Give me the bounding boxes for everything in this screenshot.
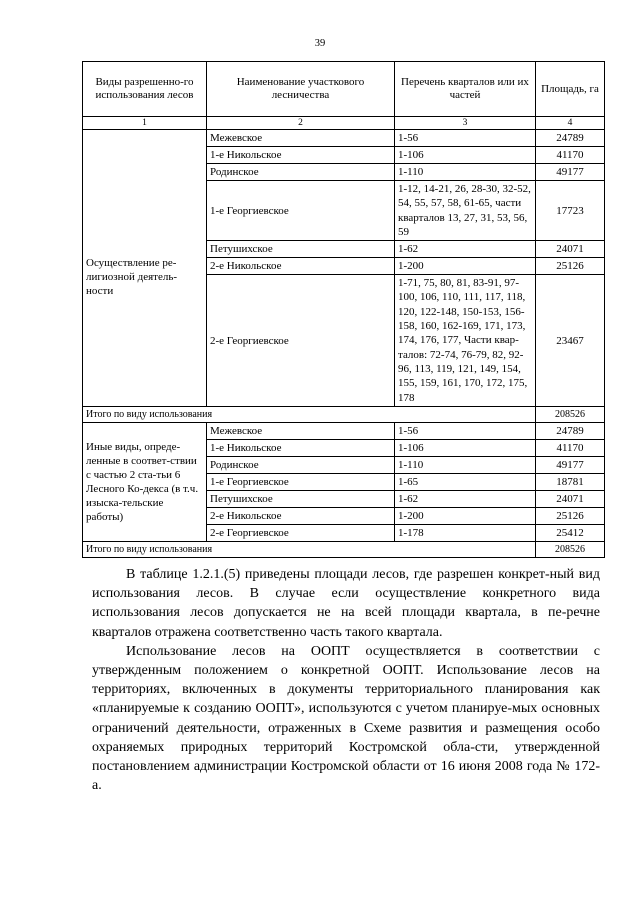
- body-text: [92, 565, 600, 795]
- quarters-cell: 1-106: [395, 439, 536, 456]
- area-cell: 49177: [536, 456, 605, 473]
- quarters-cell: 1-178: [395, 524, 536, 541]
- forestry-cell: 1-е Георгиевское: [207, 181, 395, 241]
- area-cell: 24071: [536, 490, 605, 507]
- total-label: Итого по виду использования: [83, 541, 536, 557]
- area-cell: 41170: [536, 439, 605, 456]
- forestry-cell: 2-е Никольское: [207, 258, 395, 275]
- forestry-cell: Межевское: [207, 422, 395, 439]
- table-row: [83, 422, 605, 439]
- use-type-cell: Осуществление ре-лигиозной деятель-ности: [83, 130, 207, 407]
- quarters-cell: 1-110: [395, 164, 536, 181]
- quarters-cell: 1-200: [395, 258, 536, 275]
- quarters-cell: 1-110: [395, 456, 536, 473]
- area-cell: 49177: [536, 164, 605, 181]
- area-cell: 25126: [536, 507, 605, 524]
- forestry-cell: 2-е Георгиевское: [207, 524, 395, 541]
- forest-use-table: [82, 61, 605, 558]
- forestry-cell: Родинское: [207, 164, 395, 181]
- forestry-cell: Межевское: [207, 130, 395, 147]
- area-cell: 24071: [536, 241, 605, 258]
- page-number: 39: [314, 38, 326, 49]
- forestry-cell: Родинское: [207, 456, 395, 473]
- quarters-cell: 1-200: [395, 507, 536, 524]
- forestry-cell: 1-е Георгиевское: [207, 473, 395, 490]
- total-row: [83, 541, 605, 557]
- forestry-cell: 1-е Никольское: [207, 147, 395, 164]
- index-cell: 1: [83, 117, 207, 130]
- quarters-cell: 1-62: [395, 241, 536, 258]
- forestry-cell: 1-е Никольское: [207, 439, 395, 456]
- index-cell: 3: [395, 117, 536, 130]
- quarters-cell: 1-71, 75, 80, 81, 83-91, 97-100, 106, 110, 111, 117, 118, 120, 122-148, 150-153, 156-158, 160, 162-169, 171, 173, 174, 176, 177, Части квар-талов: 72-74, 76-79, 82, 92-96, 113, 119, 121, 149, 154, 155, 159, 161, 170, 172, 175, 178: [395, 275, 536, 407]
- forestry-cell: 2-е Георгиевское: [207, 275, 395, 407]
- table-index-row: [83, 117, 605, 130]
- index-cell: 4: [536, 117, 605, 130]
- area-cell: 23467: [536, 275, 605, 407]
- area-cell: 41170: [536, 147, 605, 164]
- quarters-cell: 1-56: [395, 130, 536, 147]
- header-use-type: Виды разрешенно-го использования лесов: [83, 62, 207, 117]
- quarters-cell: 1-12, 14-21, 26, 28-30, 32-52, 54, 55, 57, 58, 61-65, части кварталов 13, 27, 31, 53, 56, 59: [395, 181, 536, 241]
- total-area: 208526: [536, 406, 605, 422]
- area-cell: 24789: [536, 422, 605, 439]
- forestry-cell: 2-е Никольское: [207, 507, 395, 524]
- total-area: 208526: [536, 541, 605, 557]
- total-row: [83, 406, 605, 422]
- area-cell: 24789: [536, 130, 605, 147]
- forestry-cell: Петушихское: [207, 490, 395, 507]
- area-cell: 18781: [536, 473, 605, 490]
- forestry-cell: Петушихское: [207, 241, 395, 258]
- header-area: Площадь, га: [536, 62, 605, 117]
- use-type-cell: Иные виды, опреде-ленные в соответ-ствии с частью 2 ста-тьи 6 Лесного Ко-декса (в т.ч. изыска-тельские работы): [83, 422, 207, 541]
- table-header-row: [83, 62, 605, 117]
- header-forestry: Наименование участкового лесничества: [207, 62, 395, 117]
- index-cell: 2: [207, 117, 395, 130]
- area-cell: 25126: [536, 258, 605, 275]
- paragraph: Использование лесов на ООПТ осуществляется в соответствии с утвержденным положением о конкретной ООПТ. Использование лесов на территориях, включенных в документы территориального планирования как «планируемые к созданию ООПТ», используются с учетом планируе-мых основных ограничений деятельности, отраженных в Схеме развития и размещения особо охраняемых природных территорий Костромской обла-сти, утвержденной постановлением администрации Костромской области от 16 июня 2008 года № 172-а.: [92, 643, 600, 794]
- table-row: [83, 130, 605, 147]
- total-label: Итого по виду использования: [83, 406, 536, 422]
- quarters-cell: 1-62: [395, 490, 536, 507]
- paragraph: В таблице 1.2.1.(5) приведены площади лесов, где разрешен конкрет-ный вид использования лесов. В случае если осуществление конкретного вида использования лесов допускается не на всей площади квартала, в пе-речне кварталов отражена соответственно часть такого квартала.: [92, 567, 600, 640]
- area-cell: 17723: [536, 181, 605, 241]
- quarters-cell: 1-106: [395, 147, 536, 164]
- area-cell: 25412: [536, 524, 605, 541]
- quarters-cell: 1-65: [395, 473, 536, 490]
- header-quarters: Перечень кварталов или их частей: [395, 62, 536, 117]
- quarters-cell: 1-56: [395, 422, 536, 439]
